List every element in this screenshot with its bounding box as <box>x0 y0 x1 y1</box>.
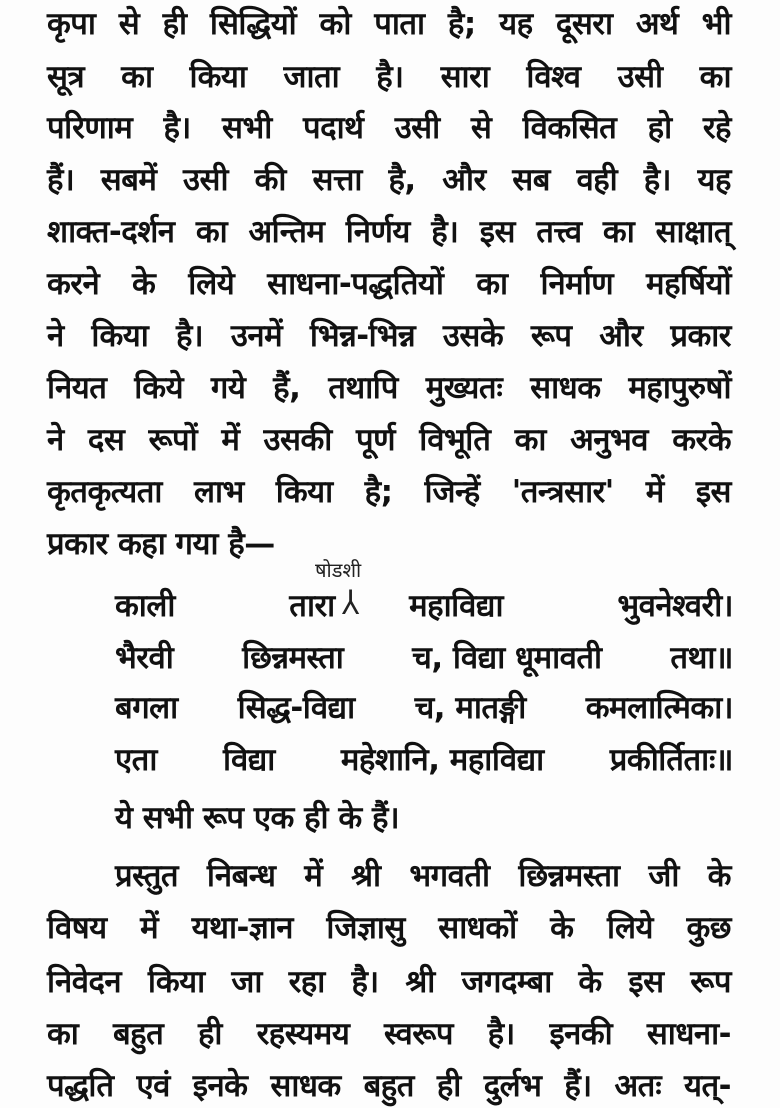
verse-word: च, विद्या धूमावती <box>412 640 602 676</box>
verse-line <box>115 638 733 678</box>
text-line: ने दस रूपों में उसकी पूर्ण विभूति का अनुभव करके <box>47 422 731 458</box>
verse-word: च, मातङ्गी <box>414 690 526 726</box>
text-line: परिणाम है। सभी पदार्थ उसी से विकसित हो रहे <box>47 110 731 146</box>
text-line: निवेदन किया जा रहा है। श्री जगदम्बा के इस रूप <box>47 964 731 1000</box>
verse-word: कमलात्मिका। <box>585 690 733 726</box>
verse-word: महाविद्या <box>409 588 503 624</box>
verse-word: बगला <box>115 690 178 726</box>
verse-word: एता <box>115 742 157 778</box>
verse-word: भुवनेश्वरी। <box>617 588 733 624</box>
verse-line <box>115 740 733 780</box>
text-line: विषय में यथा-ज्ञान जिज्ञासु साधकों के लिये कुछ <box>47 910 731 946</box>
text-line: कृतकृत्यता लाभ किया है; जिन्हें 'तन्त्रसार' में इस <box>47 474 731 510</box>
text-line: सूत्र का किया जाता है। सारा विश्व उसी का <box>47 59 731 95</box>
verse-word: काली <box>115 588 175 624</box>
verse-word: प्रकीर्तिताः॥ <box>609 742 733 778</box>
text-line: हैं। सबमें उसी की सत्ता है, और सब वही है। यह <box>47 162 731 198</box>
text-line: कृपा से ही सिद्धियों को पाता है; यह दूसरा अर्थ भी <box>47 6 731 42</box>
text-line: ने किया है। उनमें भिन्न-भिन्न उसके रूप और प्रकार <box>47 318 731 354</box>
text-line: शाक्त-दर्शन का अन्तिम निर्णय है। इस तत्त्व का साक्षात् <box>47 214 731 250</box>
verse-note: ये सभी रूप एक ही के हैं। <box>115 800 400 836</box>
verse-word: तारा <box>289 588 335 624</box>
text-line: करने के लिये साधना-पद्धतियों का निर्माण महर्षियों <box>47 266 731 302</box>
verse-word: सिद्ध-विद्या <box>237 690 355 726</box>
text-line: का बहुत ही रहस्यमय स्वरूप है। इनकी साधना- <box>47 1016 731 1052</box>
verse-word: विद्या <box>222 742 275 778</box>
handwritten-annotation: षोडशी <box>315 558 362 582</box>
verse-line <box>115 586 733 626</box>
text-line: प्रकार कहा गया है— <box>47 526 275 562</box>
verse-word: तथा॥ <box>670 640 733 676</box>
insertion-mark-icon: ⅄ <box>342 582 360 623</box>
verse-word: भैरवी <box>115 640 174 676</box>
verse-line <box>115 688 733 728</box>
text-line: पद्धति एवं इनके साधक बहुत ही दुर्लभ हैं। अतः यत्- <box>47 1068 731 1104</box>
text-line: प्रस्तुत निबन्ध में श्री भगवती छिन्नमस्ता जी के <box>115 858 731 894</box>
verse-word: महेशानि, महाविद्या <box>340 742 544 778</box>
verse-word: छिन्नमस्ता <box>242 640 344 676</box>
text-line: नियत किये गये हैं, तथापि मुख्यतः साधक महापुरुषों <box>47 370 731 406</box>
